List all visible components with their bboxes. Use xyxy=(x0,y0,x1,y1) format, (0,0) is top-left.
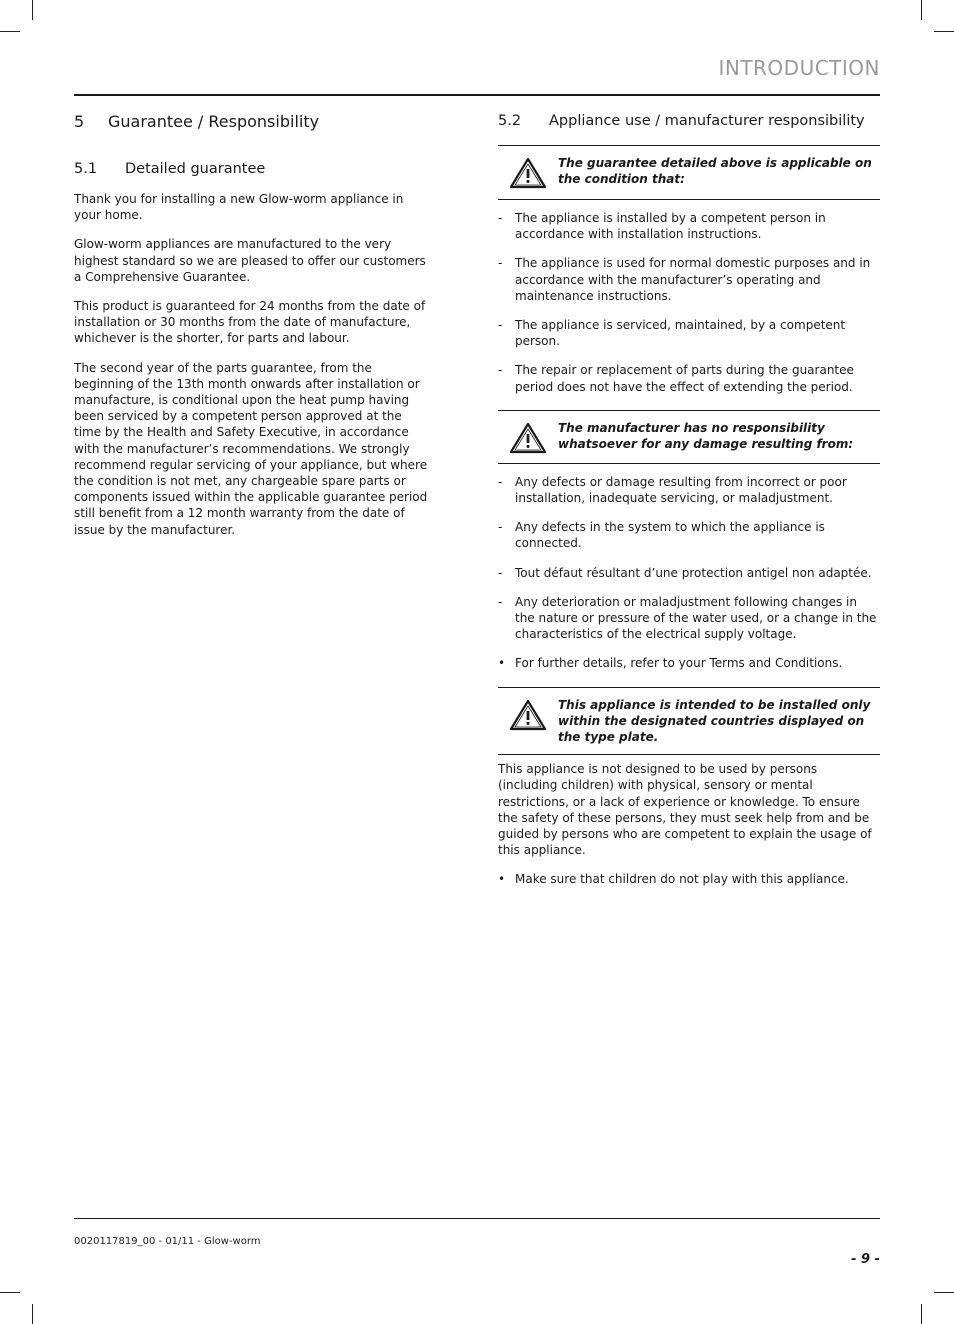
crop-mark xyxy=(921,1304,922,1324)
subsection-title: Appliance use / manufacturer responsibility xyxy=(549,113,865,129)
list-item: - Any defects in the system to which the appliance is connected. xyxy=(498,520,825,551)
crop-mark xyxy=(32,1304,33,1324)
crop-mark xyxy=(934,31,954,32)
guarantee-text xyxy=(74,191,428,538)
warning-box xyxy=(498,145,880,200)
list-item: - Any deterioration or maladjustment following changes in the nature or pressure of the water used, or a change in the characteristics of the electrical supply voltage. xyxy=(498,594,877,642)
crop-mark xyxy=(32,0,33,20)
subsection-number: 5.2 xyxy=(498,113,522,129)
subsection-heading xyxy=(74,161,428,177)
subsection-number: 5.1 xyxy=(74,161,98,177)
page-number: - 9 - xyxy=(851,1252,880,1267)
crop-mark xyxy=(934,1292,954,1293)
right-column xyxy=(498,112,880,888)
document-reference: 0020117819_00 - 01/11 - Glow-worm xyxy=(74,1236,261,1247)
warning-triangle-icon xyxy=(498,697,558,731)
list-item: - Any defects or damage resulting from incorrect or poor installation, inadequate servicing, or maladjustment. xyxy=(498,474,847,506)
warning-triangle-icon xyxy=(498,420,558,454)
crop-mark xyxy=(921,0,922,20)
list-item: • For further details, refer to your Terms and Conditions. xyxy=(498,656,843,671)
header-divider xyxy=(74,94,880,96)
list-item: • Make sure that children do not play with this appliance. xyxy=(498,872,849,887)
condition-list xyxy=(498,210,880,395)
list-item: - Tout défaut résultant d’une protection antigel non adaptée. xyxy=(498,565,872,580)
warning-text: The guarantee detailed above is applicable on the condition that: xyxy=(558,156,872,187)
list-item: - The appliance is used for normal domestic purposes and in accordance with the manufacturer’s operating and maintenance instructions. xyxy=(498,256,871,303)
warning-text: This appliance is intended to be installed only within the designated countries displayed on the type plate. xyxy=(558,697,871,745)
exclusion-list xyxy=(498,474,880,672)
section-number: 5 xyxy=(74,112,85,131)
warning-triangle-icon xyxy=(498,155,558,189)
section-title: Guarantee / Responsibility xyxy=(108,112,320,131)
warning-box xyxy=(498,410,880,464)
paragraph: This appliance is not designed to be used by persons (including children) with physical, sensory or mental restrictions, or a lack of experience or knowledge. To ensure the safety of these persons, they must seek help from and be guided by persons who are competent to explain the usage of this appliance. xyxy=(498,762,872,858)
paragraph: The second year of the parts guarantee, from the beginning of the 13th month onwards after installation or manufacture, is conditional upon the heat pump having been serviced by a competent person approved at the time by the Health and Safety Executive, in accordance with the manufacturer’s recommendations. We strongly recommend regular servicing of your appliance, but where the condition is not met, any chargeable spare parts or components issued within the applicable guarantee period still benefit from a 12 month warranty from the date of issue by the manufacturer. xyxy=(74,360,428,537)
list-item: - The appliance is serviced, maintained, by a competent person. xyxy=(498,318,846,349)
list-item: - The appliance is installed by a competent person in accordance with installation instructions. xyxy=(498,211,826,242)
page-header-title: INTRODUCTION xyxy=(718,56,880,80)
warning-box xyxy=(498,687,880,756)
footer-divider xyxy=(74,1218,880,1219)
section-heading xyxy=(74,112,428,131)
left-column xyxy=(74,112,428,538)
subsection-title: Detailed guarantee xyxy=(125,161,266,177)
paragraph: Thank you for installing a new Glow-worm appliance in your home. xyxy=(74,192,404,223)
safety-list xyxy=(498,871,880,887)
subsection-heading xyxy=(498,113,880,129)
paragraph: This product is guaranteed for 24 months from the date of installation or 30 months from the date of manufacture, whichever is the shorter, for parts and labour. xyxy=(74,299,426,346)
paragraph: Glow-worm appliances are manufactured to the very highest standard so we are pleased to offer our customers a Comprehensive Guarantee. xyxy=(74,237,426,284)
warning-text: The manufacturer has no responsibility whatsoever for any damage resulting from: xyxy=(558,420,854,452)
crop-mark xyxy=(0,1292,20,1293)
crop-mark xyxy=(0,31,20,32)
list-item: - The repair or replacement of parts during the guarantee period does not have the effect of extending the period. xyxy=(498,363,854,394)
